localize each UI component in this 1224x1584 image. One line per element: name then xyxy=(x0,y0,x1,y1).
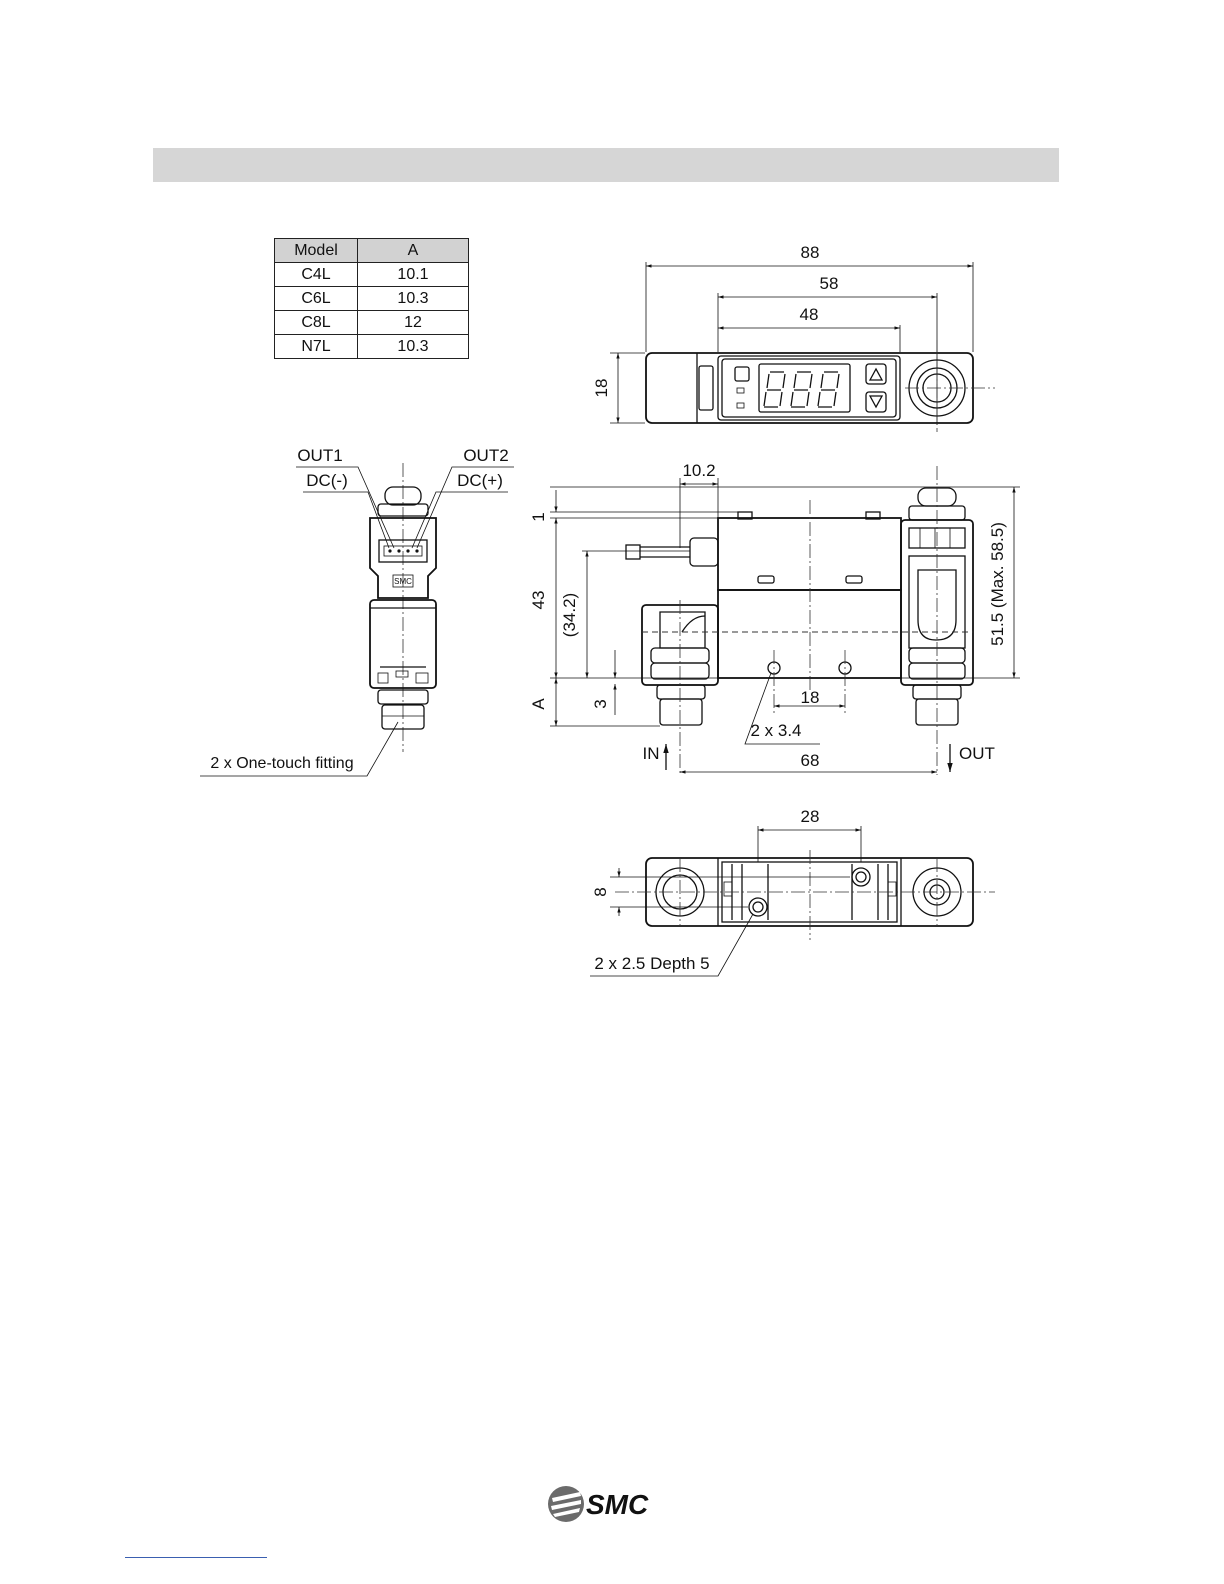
dim-34-2: (34.2) xyxy=(560,592,579,638)
label-mount-holes: 2 x 3.4 xyxy=(750,721,802,740)
table-cell-model: N7L xyxy=(275,335,358,359)
dim-88: 88 xyxy=(800,243,820,262)
table-cell-a: 10.1 xyxy=(358,263,469,287)
dim-a: A xyxy=(529,698,548,710)
dim-1: 1 xyxy=(529,512,548,522)
table-cell-a: 10.3 xyxy=(358,287,469,311)
end-view xyxy=(200,463,514,776)
dim-10-2: 10.2 xyxy=(682,461,716,480)
table-header-a: A xyxy=(358,239,469,263)
dim-18-height: 18 xyxy=(592,378,611,398)
label-smc-small: SMC xyxy=(394,577,412,586)
label-out1: OUT1 xyxy=(297,446,343,465)
seven-segment-digits xyxy=(764,372,839,407)
label-tapped-holes: 2 x 2.5 Depth 5 xyxy=(594,954,710,973)
smc-logo-mark xyxy=(548,1486,584,1522)
label-in: IN xyxy=(642,744,660,763)
label-out: OUT xyxy=(959,744,995,763)
dim-28: 28 xyxy=(800,807,820,826)
table-cell-model: C6L xyxy=(275,287,358,311)
label-one-touch-fitting: 2 x One-touch fitting xyxy=(210,755,354,772)
table-cell-a: 12 xyxy=(358,311,469,335)
dim-68: 68 xyxy=(800,751,820,770)
dim-58: 58 xyxy=(819,274,839,293)
table-cell-model: C8L xyxy=(275,311,358,335)
table-header-model: Model xyxy=(275,239,358,263)
smc-logo-text: SMC xyxy=(586,1489,649,1520)
footer-link-underline[interactable] xyxy=(125,1557,267,1558)
label-dc-minus: DC(-) xyxy=(306,471,348,490)
dim-3: 3 xyxy=(591,699,610,709)
top-view xyxy=(610,262,995,432)
dim-48: 48 xyxy=(799,305,819,324)
table-cell-model: C4L xyxy=(275,263,358,287)
dim-max-height: 51.5 (Max. 58.5) xyxy=(988,522,1007,646)
label-out2: OUT2 xyxy=(463,446,509,465)
label-dc-plus: DC(+) xyxy=(457,471,503,490)
table-cell-a: 10.3 xyxy=(358,335,469,359)
smc-logo xyxy=(546,1484,666,1524)
dim-18: 18 xyxy=(800,688,820,707)
dim-43: 43 xyxy=(529,590,548,610)
dim-8: 8 xyxy=(591,887,610,897)
